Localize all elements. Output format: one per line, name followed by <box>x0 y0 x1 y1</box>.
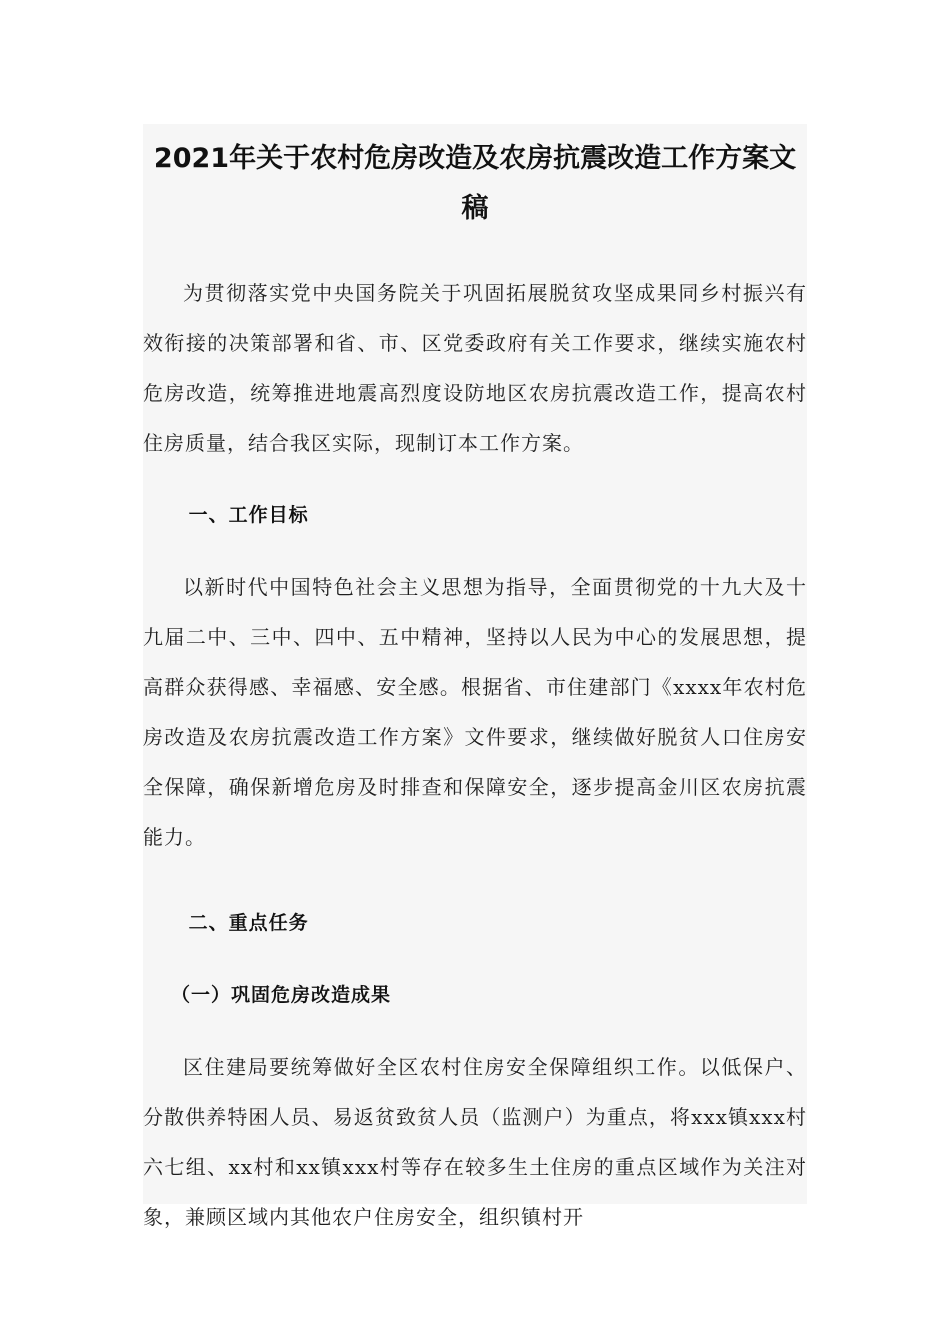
section-2-sub-1-heading: （一）巩固危房改造成果 <box>171 984 392 1006</box>
intro-paragraph: 为贯彻落实党中央国务院关于巩固拓展脱贫攻坚成果同乡村振兴有效衔接的决策部署和省、市、区党委政府有关工作要求，继续实施农村危房改造，统筹推进地震高烈度设防地区农房抗震改造工作，提高农村住房质量，结合我区实际，现制订本工作方案。 <box>143 281 807 455</box>
section-2-sub-1-body: 区住建局要统筹做好全区农村住房安全保障组织工作。以低保户、分散供养特困人员、易返贫致贫人员（监测户）为重点，将xxx镇xxx村六七组、xx村和xx镇xxx村等存在较多生土住房的重点区域作为关注对象，兼顾区域内其他农户住房安全，组织镇村开 <box>143 1055 807 1229</box>
section-1-heading: 一、工作目标 <box>188 504 309 526</box>
document-title: 2021年关于农村危房改造及农房抗震改造工作方案文稿 <box>153 143 797 224</box>
section-1-body: 以新时代中国特色社会主义思想为指导，全面贯彻党的十九大及十九届二中、三中、四中、五中精神，坚持以人民为中心的发展思想，提高群众获得感、幸福感、安全感。根据省、市住建部门《xxxx年农村危房改造及农房抗震改造工作方案》文件要求，继续做好脱贫人口住房安全保障，确保新增危房及时排查和保障安全，逐步提高金川区农房抗震能力。 <box>143 575 807 849</box>
spacer <box>143 540 807 562</box>
spacer <box>143 1020 807 1042</box>
document-page <box>143 124 807 1229</box>
section-2-heading: 二、重点任务 <box>188 912 309 934</box>
spacer <box>143 234 807 268</box>
spacer <box>143 948 807 970</box>
spacer <box>143 862 807 898</box>
spacer <box>143 468 807 490</box>
